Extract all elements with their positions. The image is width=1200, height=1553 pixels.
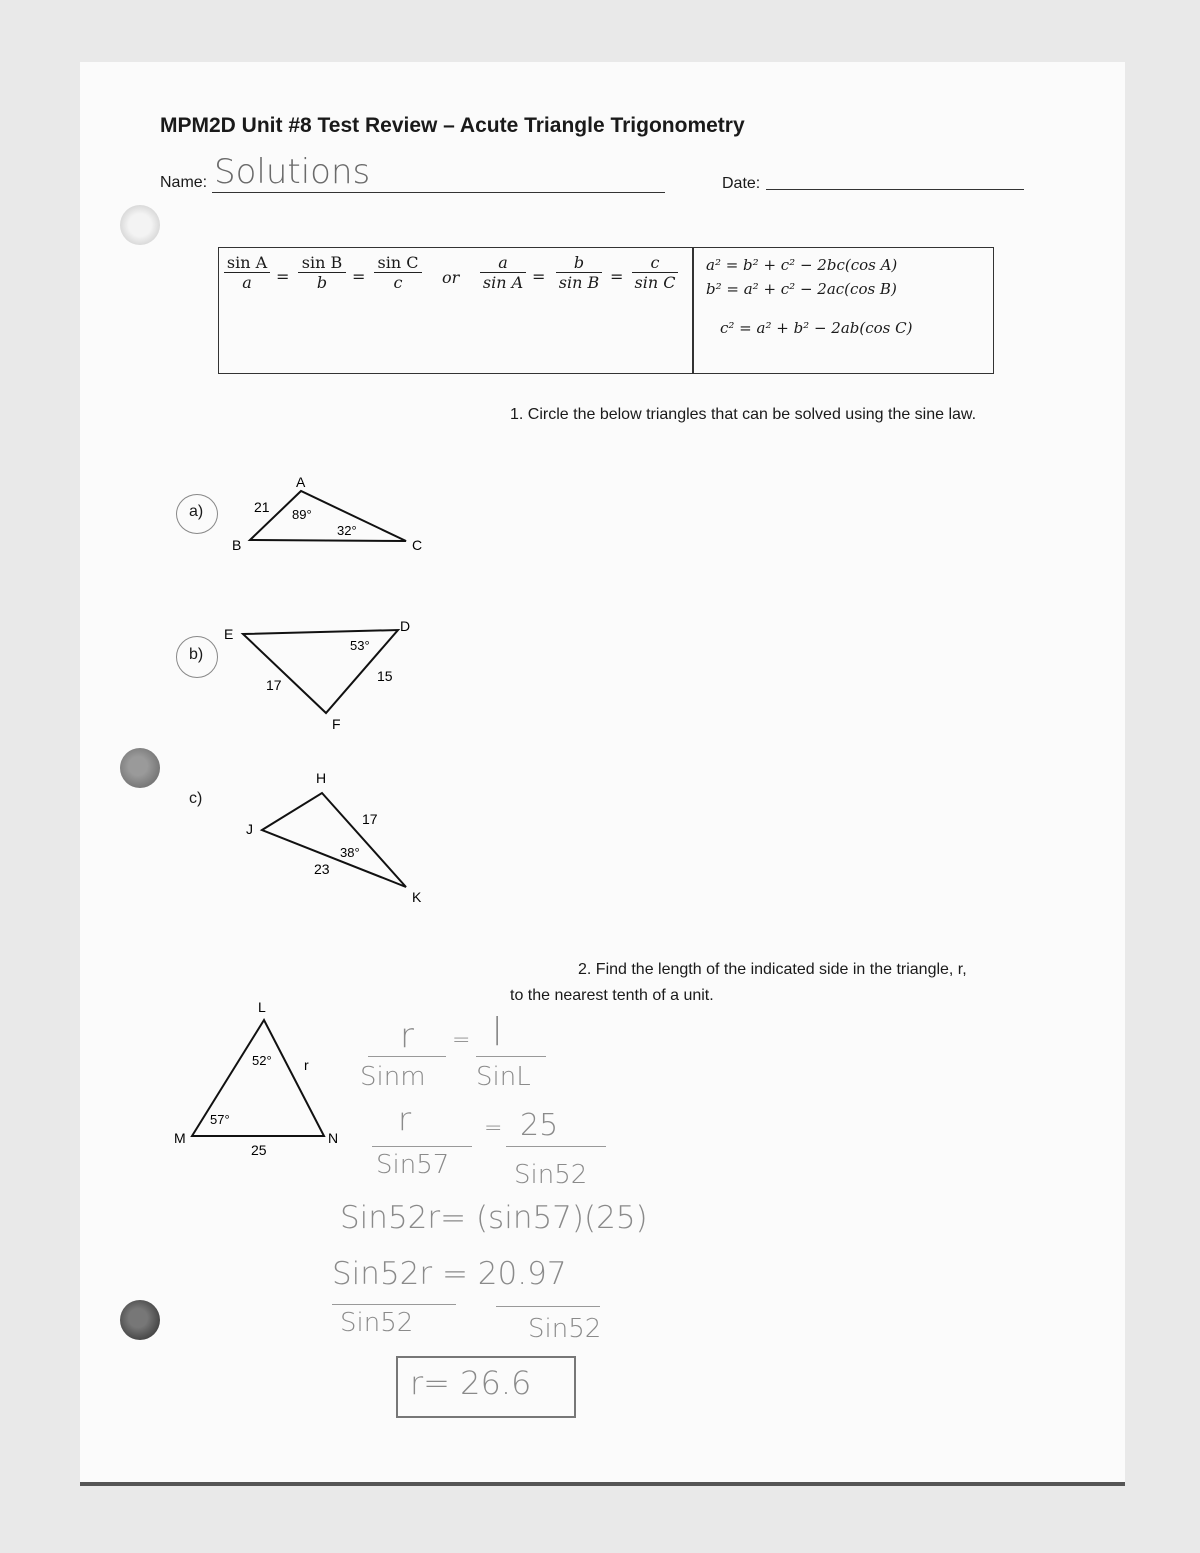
vertex-l: L — [258, 999, 266, 1015]
vertex-j: J — [246, 821, 253, 837]
sine-law-fraction: $\frac{\text{sin A}}{a}$ — [224, 253, 270, 292]
equals-sign: = — [276, 267, 290, 286]
vertex-k: K — [412, 889, 422, 905]
work-line4: Sin52r = 20.97 — [332, 1256, 567, 1292]
angle-label-89: 89° — [292, 507, 312, 522]
cosine-law-b: b² = a² + c² − 2ac(cos B) — [706, 280, 897, 298]
work-line2-numerator-right: 25 — [520, 1108, 559, 1143]
page-title: MPM2D Unit #8 Test Review – Acute Triangle Trigonometry — [160, 114, 745, 137]
question-2-text-line2: to the nearest tenth of a unit. — [510, 987, 714, 1004]
date-label: Date: — [722, 175, 761, 192]
work-line1-equals: = — [452, 1028, 471, 1053]
equals-sign: = — [352, 267, 366, 286]
work-line2-bar-left — [372, 1146, 472, 1147]
part-a-label: a) — [189, 503, 204, 520]
side-label-23: 23 — [314, 861, 330, 877]
or-label: or — [442, 268, 460, 287]
work-line1-bar-right — [476, 1056, 546, 1057]
cosine-law-a: a² = b² + c² − 2bc(cos A) — [706, 256, 898, 274]
work-line2-denominator-left: Sin57 — [376, 1150, 450, 1180]
vertex-f: F — [332, 716, 341, 732]
triangle-b — [243, 630, 398, 713]
side-label-17: 17 — [266, 677, 282, 693]
vertex-e: E — [224, 626, 234, 642]
vertex-m: M — [174, 1130, 186, 1146]
work-line1-numerator-left: r — [400, 1016, 414, 1056]
sine-law-fraction: $\frac{c}{\text{sin C}}$ — [632, 253, 678, 292]
angle-label-32: 32° — [337, 523, 357, 538]
vertex-c: C — [412, 537, 423, 553]
equals-sign: = — [532, 267, 546, 286]
work-line2-numerator-left: r — [398, 1100, 412, 1138]
work-line5-left: Sin52 — [340, 1308, 414, 1338]
work-line2-denominator-right: Sin52 — [514, 1160, 588, 1190]
triangle-c — [262, 793, 406, 887]
work-line1-denominator-left: Sinm — [360, 1062, 426, 1092]
side-label-17: 17 — [362, 811, 378, 827]
work-line5-bar-left — [332, 1304, 456, 1305]
part-c-label: c) — [189, 790, 203, 807]
work-line5-bar-right — [496, 1306, 600, 1307]
question-2-text-line1: 2. Find the length of the indicated side in the triangle, r, — [578, 961, 967, 978]
side-label-25: 25 — [251, 1142, 267, 1158]
vertex-b: B — [232, 537, 242, 553]
answer-text: r= 26.6 — [410, 1364, 532, 1402]
angle-label-57: 57° — [210, 1112, 230, 1127]
vertex-a: A — [296, 474, 306, 490]
work-line5-right: Sin52 — [528, 1314, 602, 1344]
angle-label-38: 38° — [340, 845, 360, 860]
name-label: Name: — [160, 174, 208, 191]
part-b-label: b) — [189, 646, 204, 663]
work-line2-bar-right — [506, 1146, 606, 1147]
cosine-law-c: c² = a² + b² − 2ab(cos C) — [720, 319, 913, 337]
angle-label-53: 53° — [350, 638, 370, 653]
equals-sign: = — [610, 267, 624, 286]
vertex-n: N — [328, 1130, 339, 1146]
work-line1-bar-left — [368, 1056, 446, 1057]
side-label-21: 21 — [254, 499, 270, 515]
vertex-h: H — [316, 770, 327, 786]
question-1-text: 1. Circle the below triangles that can be solved using the sine law. — [510, 406, 977, 423]
sine-law-fraction: $\frac{a}{\text{sin A}}$ — [480, 253, 526, 292]
sine-law-fraction: $\frac{b}{\text{sin B}}$ — [556, 253, 602, 292]
work-line1-denominator-right: SinL — [476, 1062, 531, 1092]
sine-law-fraction: $\frac{\text{sin C}}{c}$ — [374, 253, 422, 292]
work-line1-numerator-right: l — [492, 1010, 503, 1054]
sine-law-fraction: $\frac{\text{sin B}}{b}$ — [298, 253, 346, 292]
angle-label-52: 52° — [252, 1053, 272, 1068]
triangle-a — [250, 491, 406, 541]
side-label-15: 15 — [377, 668, 393, 684]
work-line2-equals: = — [484, 1116, 503, 1141]
side-label-r: r — [304, 1057, 309, 1073]
work-line3: Sin52r= (sin57)(25) — [340, 1200, 648, 1236]
name-value: Solutions — [214, 152, 371, 192]
vertex-d: D — [400, 618, 411, 634]
